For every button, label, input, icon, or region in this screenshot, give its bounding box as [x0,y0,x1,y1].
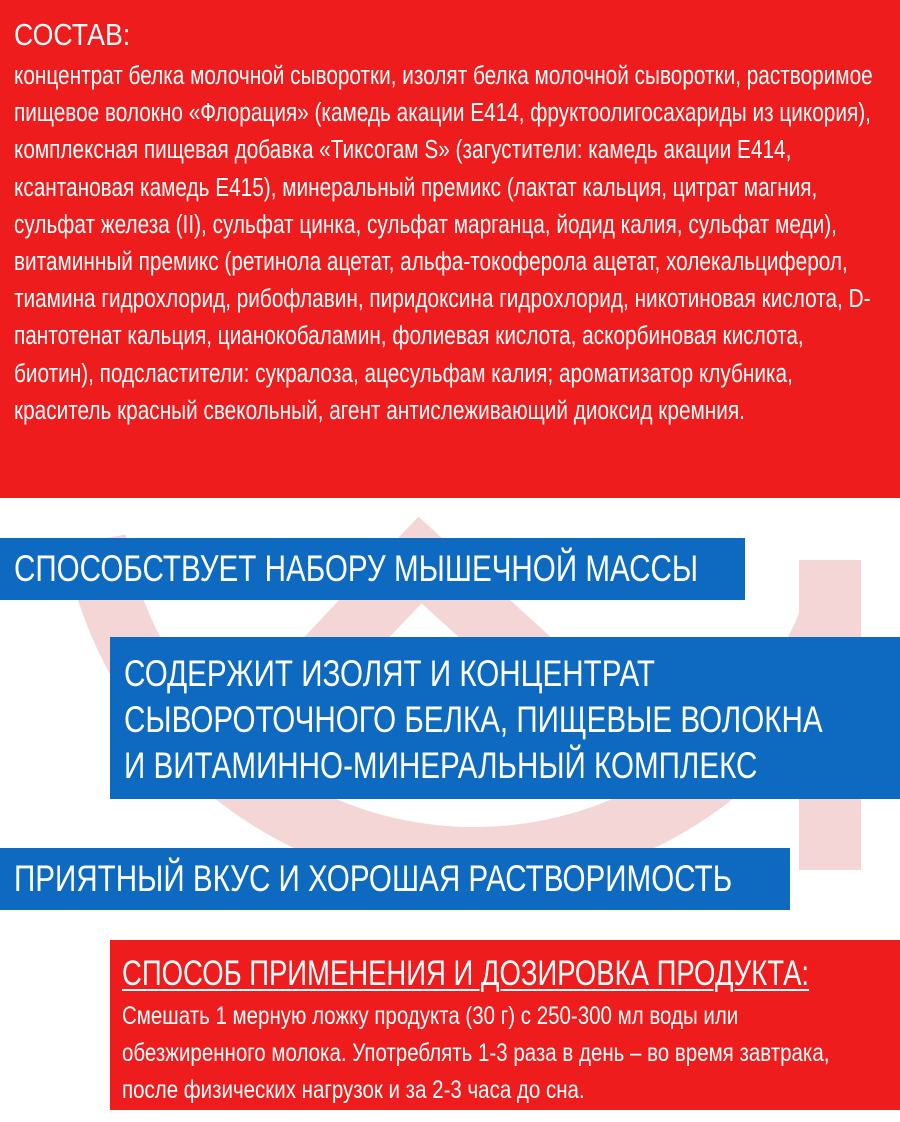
composition-section [0,0,900,498]
muscle-mass-banner [0,538,745,600]
dosage-title: СПОСОБ ПРИМЕНЕНИЯ И ДОЗИРОВКА ПРОДУКТА: [122,954,810,993]
taste-text: ПРИЯТНЫЙ ВКУС И ХОРОШАЯ РАСТВОРИМОСТЬ [14,858,733,899]
composition-text: концентрат белка молочной сыворотки, изолят белка молочной сыворотки, растворимое пищевое волокно «Флорация» (камедь акации Е414, фруктоолигосахариды из цикория), комплексная пищевая добавка «Тиксогам S» (загустители: камедь акации Е414, ксантановая камедь Е415), минеральный премикс (лактат кальция, цитрат магния, сульфат железа (II), сульфат цинка, сульфат марганца, йодид калия, сульфат меди), витаминный премикс (ретинола ацетат, альфа-токоферола ацетат, холекальциферол, тиамина гидрохлорид, рибофлавин, пиридоксина гидрохлорид, никотиновая кислота, D-пантотенат кальция, цианокобаламин, фолиевая кислота, аскорбиновая кислота, биотин), подсластители: сукралоза, ацесульфам калия; ароматизатор клубника, краситель красный свекольный, агент антислеживающий диоксид кремния. [14,62,873,425]
contains-line: СОДЕРЖИТ ИЗОЛЯТ И КОНЦЕНТРАТ [124,653,656,694]
contains-line: СЫВОРОТОЧНОГО БЕЛКА, ПИЩЕВЫЕ ВОЛОКНА [124,699,823,740]
dosage-text: Смешать 1 мерную ложку продукта (30 г) с 250-300 мл воды или обезжиренного молока. Употреблять 1-3 раза в день – во время завтрака, после физических нагрузок и за 2-3 часа до сна. [122,1002,830,1104]
contains-line: И ВИТАМИННО-МИНЕРАЛЬНЫЙ КОМПЛЕКС [124,745,758,786]
composition-title: СОСТАВ: [14,17,131,52]
dosage-section [110,940,900,1110]
contains-banner [110,637,900,799]
muscle-mass-text: СПОСОБСТВУЕТ НАБОРУ МЫШЕЧНОЙ МАССЫ [14,548,699,589]
taste-banner [0,848,790,910]
